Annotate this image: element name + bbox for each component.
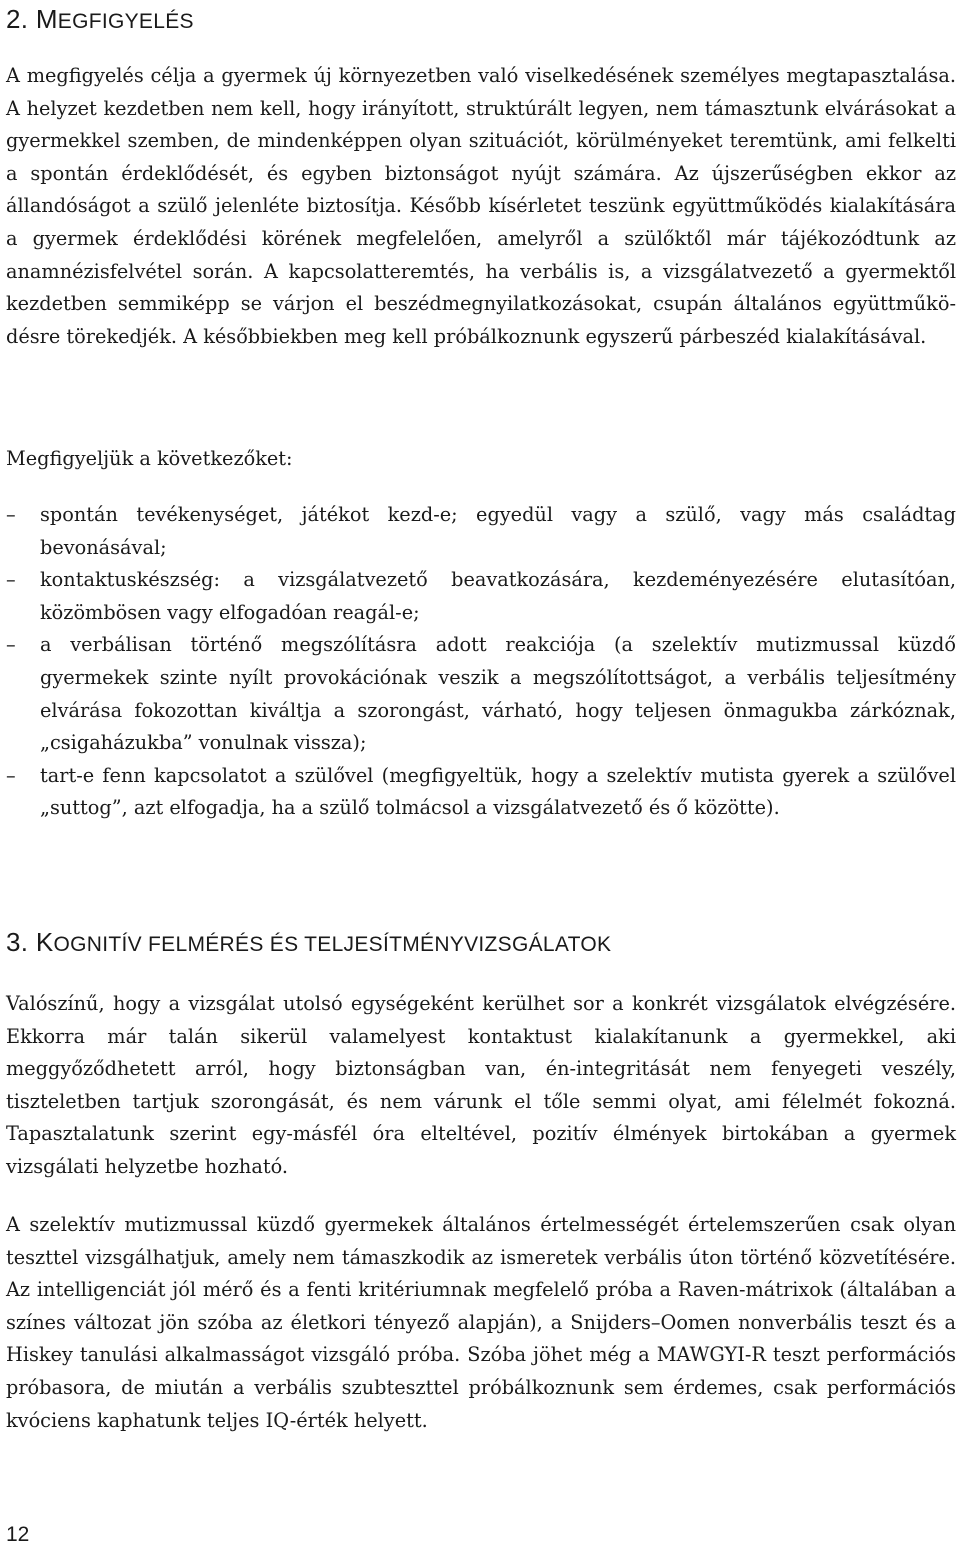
list-item-text: spontán tevékenységet, játékot kezd-e; egyedül vagy a szülő, vagy más családtag bevonásával;	[40, 503, 956, 559]
list-dash: –	[6, 633, 16, 657]
section-3-paragraph-1: Valószínű, hogy a vizsgálat utolsó egységeként kerülhet sor a konkrét vizsgálatok elvégzésére. Ekkorra már talán sikerül valamelyest kontaktust kialakítanunk a gyermekkel, aki meggyőződhetett arról, hogy biztonságban van, én-integritását nem fenyegeti veszély, tiszteletben tartjuk szorongását, és nem várunk el tőle semmi olyat, ami félelmét fokozná. Tapasztalatunk szerint egy-másfél óra elteltével, pozitív élmények birtokában a gyermek vizsgálati helyzetbe hozható.	[6, 992, 956, 1178]
list-item	[6, 499, 956, 564]
section-2-title-initial: M	[35, 4, 58, 34]
observation-list-intro: Megfigyeljük a következőket:	[6, 447, 293, 470]
list-dash: –	[6, 568, 16, 592]
section-3-title-rest: OGNITÍV FELMÉRÉS ÉS TELJESÍTMÉNYVIZSGÁLATOK	[53, 933, 612, 956]
section-2-heading	[6, 4, 194, 35]
observation-list	[6, 499, 956, 825]
section-2-title-rest: EGFIGYELÉS	[57, 10, 194, 33]
page-number: 12	[6, 1523, 30, 1546]
list-item-text: kontaktuskészség: a vizsgálatvezető beavatkozására, kezdeményezésére elutasítóan, közömbösen vagy elfogadóan reagál-e;	[40, 568, 956, 624]
list-dash: –	[6, 763, 16, 787]
list-item-text: tart-e fenn kapcsolatot a szülővel (megfigyeltük, hogy a szelektív mutista gyerek a szülővel „suttog”, azt elfogadja, ha a szülő tolmácsol a vizsgálatvezető és ő közötte).	[40, 763, 956, 820]
section-3-heading	[6, 927, 611, 958]
section-3-paragraph-2: A szelektív mutizmussal küzdő gyermekek általános értelmességét értelemszerűen csak olyan teszttel vizsgálhatjuk, amely nem támaszkodik az ismeretek verbális úton történő közvetítésére. Az intelligenciát jól mérő és a fenti kritériumnak megfelelő próba a Raven-mátrixok (általában a színes változat jön szóba az életkori tényező alapján), a Snijders–Oomen nonverbális teszt és a Hiskey tanulási alkalmasságot vizsgáló próba. Szóba jöhet még a MAWGYI-R teszt performációs próbasora, de miután a verbális szubteszttel próbálkoznunk sem érdemes, csak performációs kvóciens kaphatunk teljes IQ-érték helyett.	[6, 1213, 956, 1432]
list-item-text: a verbálisan történő megszólításra adott reakciója (a szelektív mutizmussal küzdő gyermekek szinte nyílt provokációnak veszik a megszólítottságot, a verbális teljesítmény elvárása fokozottan kiváltja a szorongást, várható, hogy teljesen önmagukba zárkóznak, „csigaházukba” vonulnak vissza);	[40, 633, 956, 755]
section-3-number: 3.	[6, 927, 36, 957]
list-item	[6, 564, 956, 629]
list-item	[6, 629, 956, 759]
list-dash: –	[6, 503, 16, 526]
section-2-paragraph: A megfigyelés célja a gyermek új környezetben való viselkedésének személyes megtapasztalása. A helyzet kezdetben nem kell, hogy irányított, struktúrált legyen, nem támasztunk elvárásokat a gyermekkel szemben, de mindenképpen olyan szituációt, körülményeket teremtünk, ami felkelti a spontán érdeklődését, és egyben biztonságot nyújt számára. Az újszerűségben ekkor az állandóságot a szülő jelenléte biztosítja. Később kísérletet teszünk együttműködés kialakítására a gyermek érdeklődési körének megfelelően, amelyről a szülőktől már tájékozódtunk az anamnézisfelvétel során. A kapcsolatteremtés, ha verbális is, a vizsgálatvezető a gyermektől kezdetben semmiképp se várjon el beszédmegnyilatkozásokat, csupán általános együttműködésre törekedjék. A későbbiekben meg kell próbálkoznunk egyszerű párbeszéd kialakításával.	[6, 64, 956, 348]
section-3-title-initial: K	[35, 927, 54, 957]
list-item	[6, 760, 956, 825]
section-2-number: 2.	[6, 4, 36, 34]
